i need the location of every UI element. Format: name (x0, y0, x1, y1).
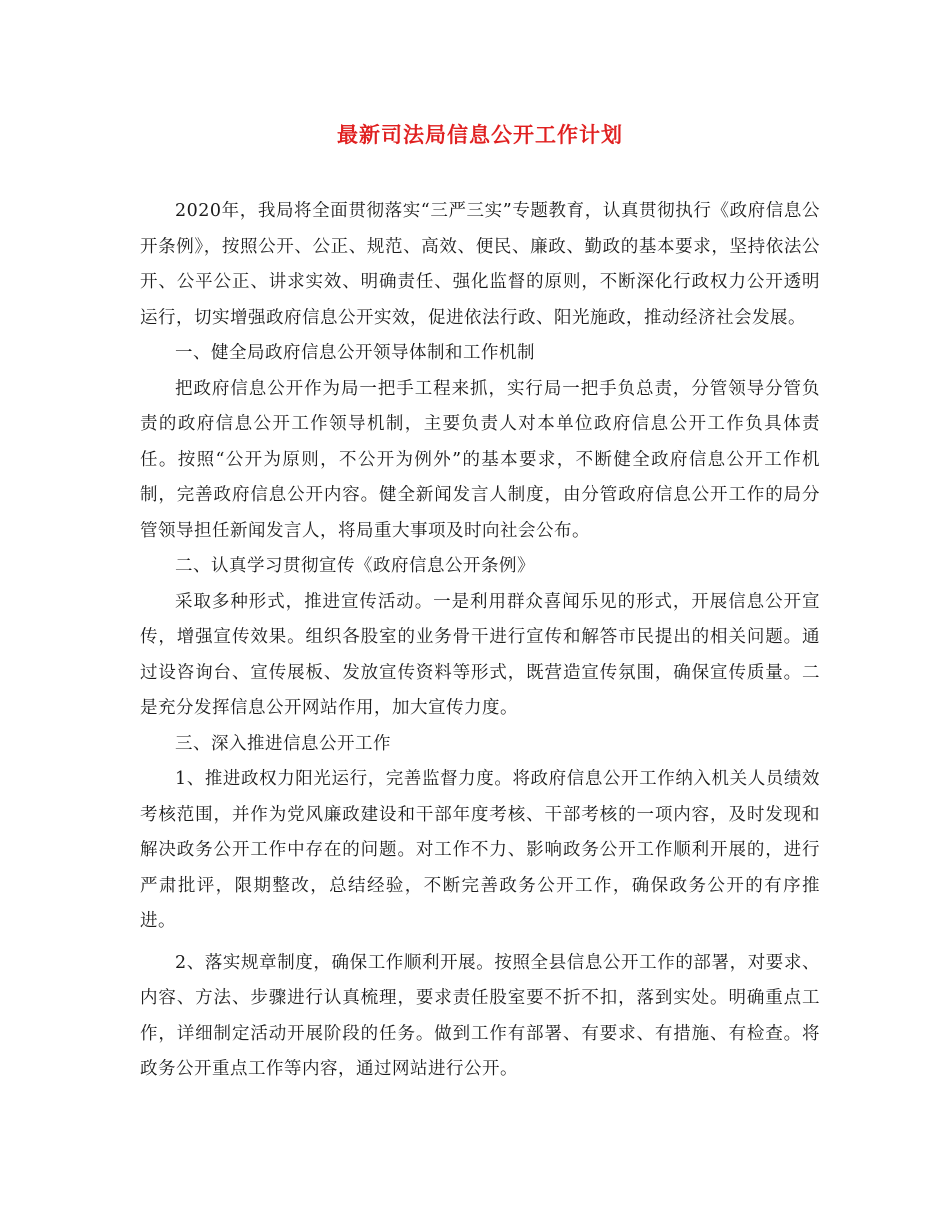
section-2-body: 采取多种形式，推进宣传活动。一是利用群众喜闻乐见的形式，开展信息公开宣传，增强宣传效果。组织各股室的业务骨干进行宣传和解答市民提出的相关问题。通过设咨询台、宣传展板、发放宣传资料等形式，既营造宣传氛围，确保宣传质量。二是充分发挥信息公开网站作用，加大宣传力度。 (140, 591, 820, 718)
section-1-heading: 一、健全局政府信息公开领导体制和工作机制 (175, 343, 535, 363)
document-title: 最新司法局信息公开工作计划 (337, 122, 623, 147)
intro-paragraph: 2020年，我局将全面贯彻落实“三严三实”专题教育，认真贯彻执行《政府信息公开条例》，按照公开、公正、规范、高效、便民、廉政、勤政的基本要求，坚持依法公开、公平公正、讲求实效、明确责任、强化监督的原则，不断深化行政权力公开透明运行，切实增强政府信息公开实效，促进依法行政、阳光施政，推动经济社会发展。 (140, 201, 820, 328)
section-3-item-2: 2、落实规章制度，确保工作顺利开展。按照全县信息公开工作的部署，对要求、内容、方法、步骤进行认真梳理，要求责任股室要不折不扣，落到实处。明确重点工作，详细制定活动开展阶段的任务。做到工作有部署、有要求、有措施、有检查。将政务公开重点工作等内容，通过网站进行公开。 (140, 952, 820, 1079)
section-3-item-1: 1、推进政权力阳光运行，完善监督力度。将政府信息公开工作纳入机关人员绩效考核范围，并作为党风廉政建设和干部年度考核、干部考核的一项内容，及时发现和解决政务公开工作中存在的问题。对工作不力、影响政务公开工作顺利开展的，进行严肃批评，限期整改，总结经验，不断完善政务公开工作，确保政务公开的有序推进。 (140, 769, 820, 931)
section-1-body: 把政府信息公开作为局一把手工程来抓，实行局一把手负总责，分管领导分管负责的政府信息公开工作领导机制，主要负责人对本单位政府信息公开工作负具体责任。按照“公开为原则，不公开为例外”的基本要求，不断健全政府信息公开工作机制，完善政府信息公开内容。健全新闻发言人制度，由分管政府信息公开工作的局分管领导担任新闻发言人，将局重大事项及时向社会公布。 (140, 378, 820, 541)
section-2-heading: 二、认真学习贯彻宣传《政府信息公开条例》 (175, 556, 535, 576)
section-3-heading: 三、深入推进信息公开工作 (175, 733, 391, 754)
